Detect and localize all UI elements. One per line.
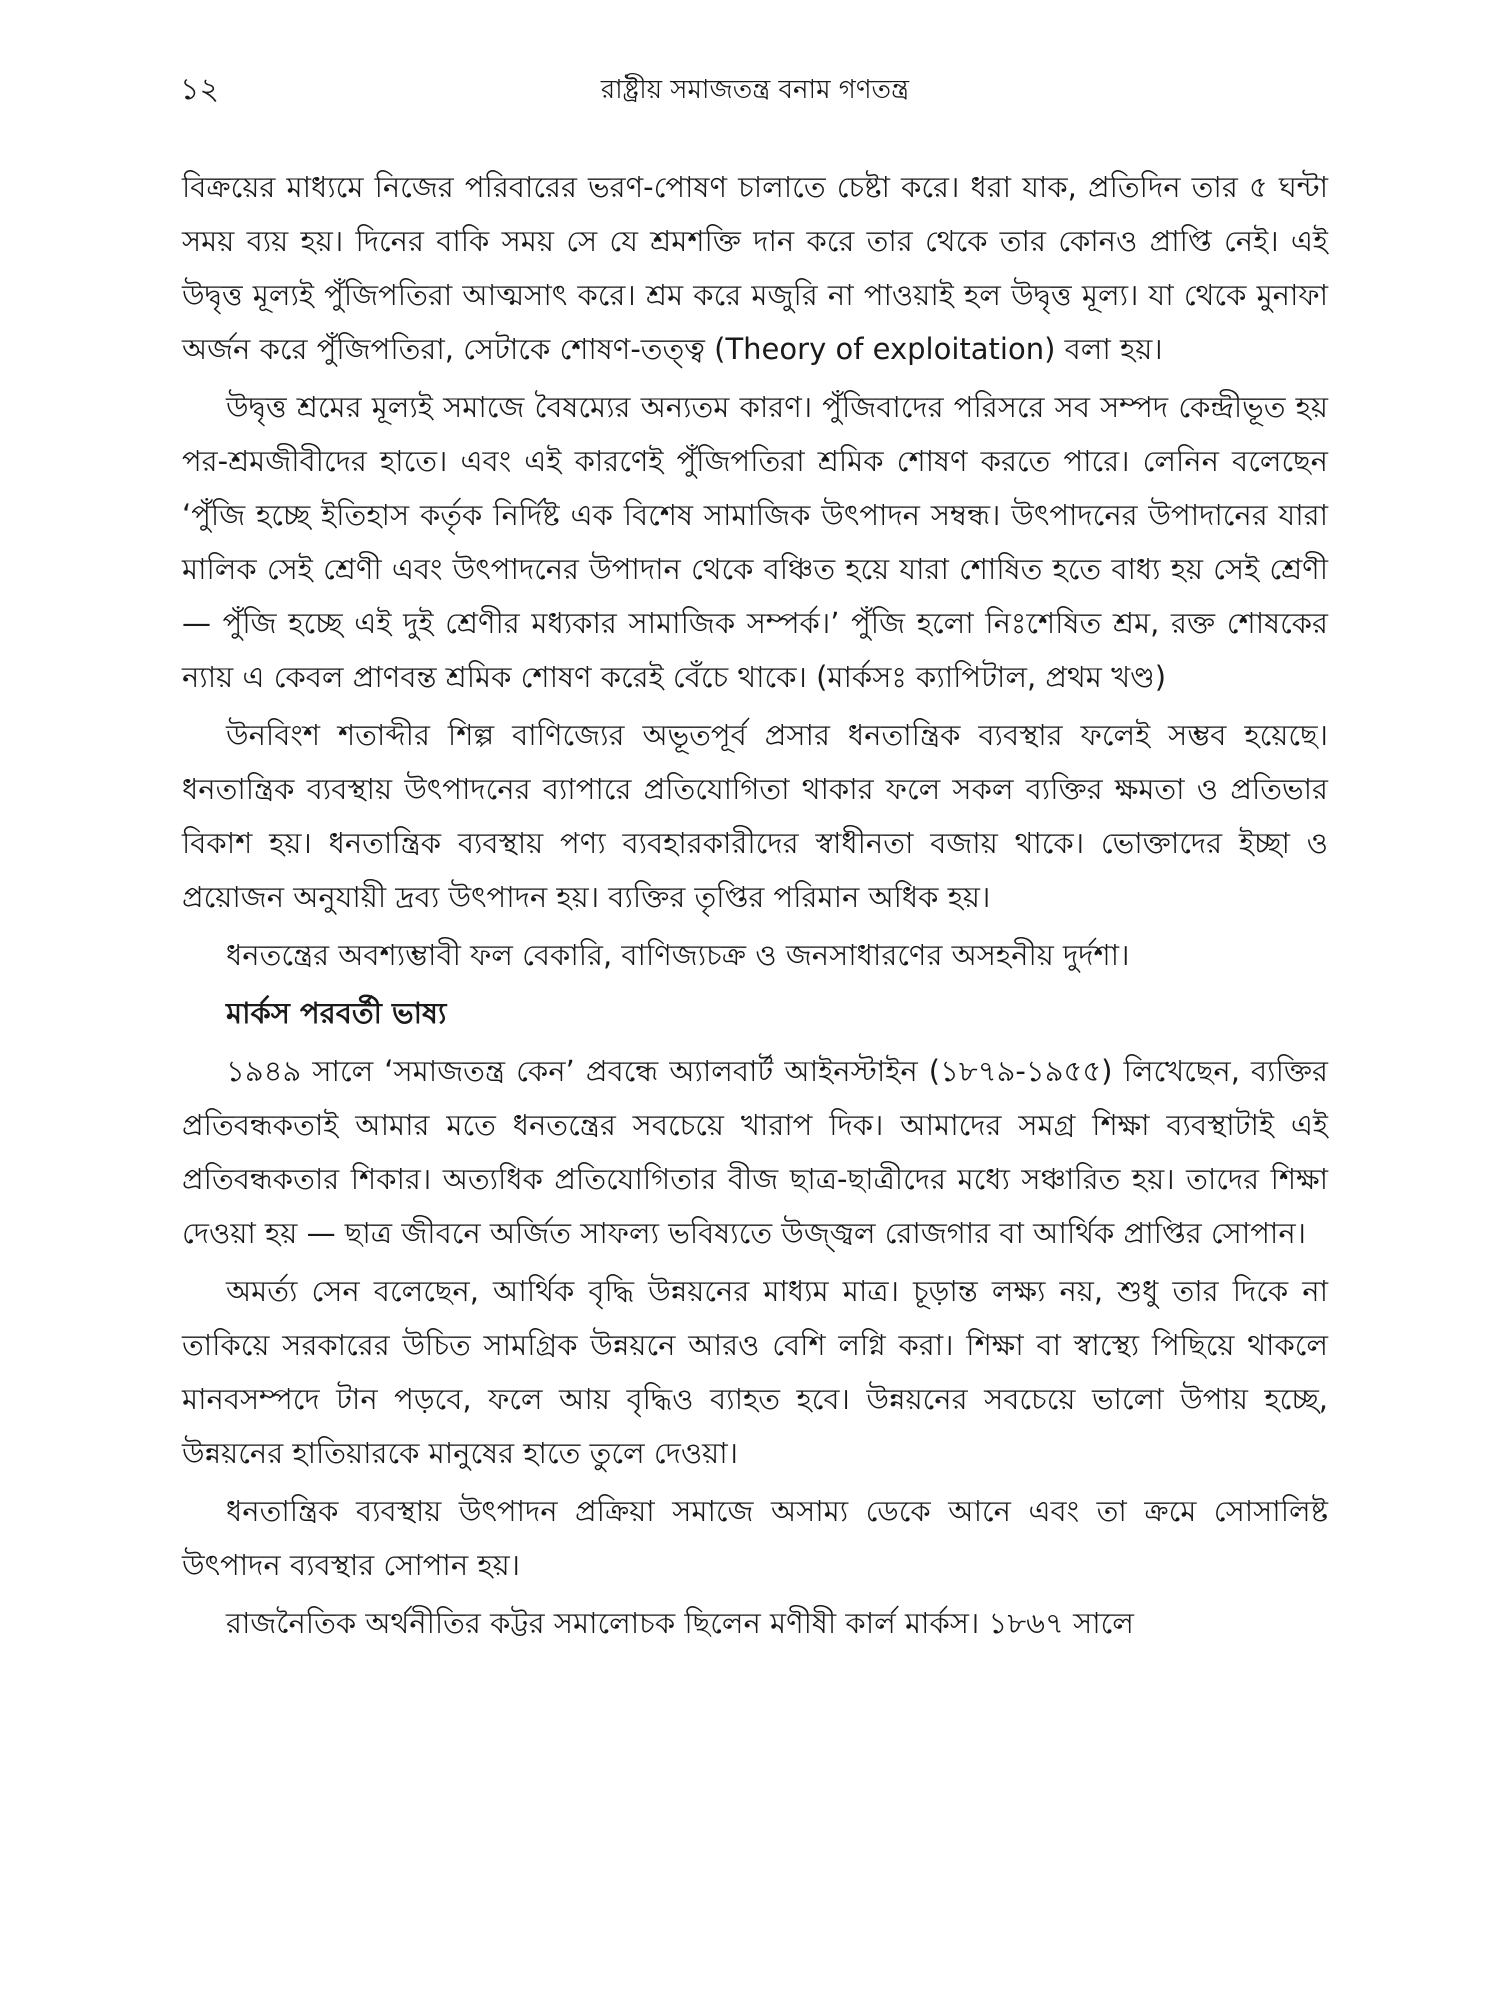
body-paragraph: ১৯৪৯ সালে ‘সমাজতন্ত্র কেন’ প্রবন্ধে অ্যালবার্ট আইনস্টাইন (১৮৭৯-১৯৫৫) লিখেছেন, ব্যক্তির প্রতিবন্ধকতাই আমার মতে ধনতন্ত্রের সবচেয়ে খারাপ দিক। আমাদের সমগ্র শিক্ষা ব্যবস্থাটাই এই প্রতিবন্ধকতার শিকার। অত্যধিক প্রতিযোগিতার বীজ ছাত্র-ছাত্রীদের মধ্যে সঞ্চারিত হয়। তাদের শিক্ষা দেওয়া হয় — ছাত্র জীবনে অর্জিত সাফল্য ভবিষ্যতে উজ্জ্বল রোজগার বা আর্থিক প্রাপ্তির সোপান। bbox=[182, 1054, 1328, 1250]
page-header bbox=[180, 70, 1330, 120]
body-paragraph: উনবিংশ শতাব্দীর শিল্প বাণিজ্যের অভূতপূর্ব প্রসার ধনতান্ত্রিক ব্যবস্থার ফলেই সম্ভব হয়েছে। ধনতান্ত্রিক ব্যবস্থায় উৎপাদনের ব্যাপারে প্রতিযোগিতা থাকার ফলে সকল ব্যক্তির ক্ষমতা ও প্রতিভার বিকাশ হয়। ধনতান্ত্রিক ব্যবস্থায় পণ্য ব্যবহারকারীদের স্বাধীনতা বজায় থাকে। ভোক্তাদের ইচ্ছা ও প্রয়োজন অনুযায়ী দ্রব্য উৎপাদন হয়। ব্যক্তির তৃপ্তির পরিমান অধিক হয়। bbox=[182, 718, 1328, 914]
page-body bbox=[182, 160, 1328, 1654]
body-paragraph: ধনতান্ত্রিক ব্যবস্থায় উৎপাদন প্রক্রিয়া সমাজে অসাম্য ডেকে আনে এবং তা ক্রমে সোসালিষ্ট উৎপাদন ব্যবস্থার সোপান হয়। bbox=[182, 1494, 1328, 1582]
body-paragraph: উদ্বৃত্ত শ্রমের মূল্যই সমাজে বৈষম্যের অন্যতম কারণ। পুঁজিবাদের পরিসরে সব সম্পদ কেন্দ্রীভূত হয় পর-শ্রমজীবীদের হাতে। এবং এই কারণেই পুঁজিপতিরা শ্রমিক শোষণ করতে পারে। লেনিন বলেছেন ‘পুঁজি হচ্ছে ইতিহাস কর্তৃক নির্দিষ্ট এক বিশেষ সামাজিক উৎপাদন সম্বন্ধ। উৎপাদনের উপাদানের যারা মালিক সেই শ্রেণী এবং উৎপাদনের উপাদান থেকে বঞ্চিত হয়ে যারা শোষিত হতে বাধ্য হয় সেই শ্রেণী — পুঁজি হচ্ছে এই দুই শ্রেণীর মধ্যকার সামাজিক সম্পর্ক।’ পুঁজি হলো নিঃশেষিত শ্রম, রক্ত শোষকের ন্যায় এ কেবল প্রাণবন্ত শ্রমিক শোষণ করেই বেঁচে থাকে। (মার্কসঃ ক্যাপিটাল, প্রথম খণ্ড) bbox=[182, 390, 1328, 694]
body-paragraph: বিক্রয়ের মাধ্যমে নিজের পরিবারের ভরণ-পোষণ চালাতে চেষ্টা করে। ধরা যাক, প্রতিদিন তার ৫ ঘন্টা সময় ব্যয় হয়। দিনের বাকি সময় সে যে শ্রমশক্তি দান করে তার থেকে তার কোনও প্রাপ্তি নেই। এই উদ্বৃত্ত মূল্যই পুঁজিপতিরা আত্মসাৎ করে। শ্রম করে মজুরি না পাওয়াই হল উদ্বৃত্ত মূল্য। যা থেকে মুনাফা অর্জন করে পুঁজিপতিরা, সেটাকে শোষণ-তত্ত্ব (Theory of exploitation) বলা হয়। bbox=[182, 170, 1328, 366]
body-paragraph: রাজনৈতিক অর্থনীতির কট্টর সমালোচক ছিলেন মণীষী কার্ল মার্কস। ১৮৬৭ সালে bbox=[226, 1606, 1134, 1640]
section-heading: মার্কস পরবর্তী ভাষ্য bbox=[226, 996, 447, 1030]
page-number: ১২ bbox=[180, 72, 219, 107]
running-title: রাষ্ট্রীয় সমাজতন্ত্র বনাম গণতন্ত্র bbox=[600, 75, 910, 105]
body-paragraph: অমর্ত্য সেন বলেছেন, আর্থিক বৃদ্ধি উন্নয়নের মাধ্যম মাত্র। চূড়ান্ত লক্ষ্য নয়, শুধু তার দিকে না তাকিয়ে সরকারের উচিত সামগ্রিক উন্নয়নে আরও বেশি লগ্নি করা। শিক্ষা বা স্বাস্থ্যে পিছিয়ে থাকলে মানবসম্পদে টান পড়বে, ফলে আয় বৃদ্ধিও ব্যাহত হবে। উন্নয়নের সবচেয়ে ভালো উপায় হচ্ছে, উন্নয়নের হাতিয়ারকে মানুষের হাতে তুলে দেওয়া। bbox=[182, 1274, 1328, 1470]
body-paragraph: ধনতন্ত্রের অবশ্যম্ভাবী ফল বেকারি, বাণিজ্যচক্র ও জনসাধারণের অসহনীয় দুর্দশা। bbox=[226, 938, 1130, 972]
